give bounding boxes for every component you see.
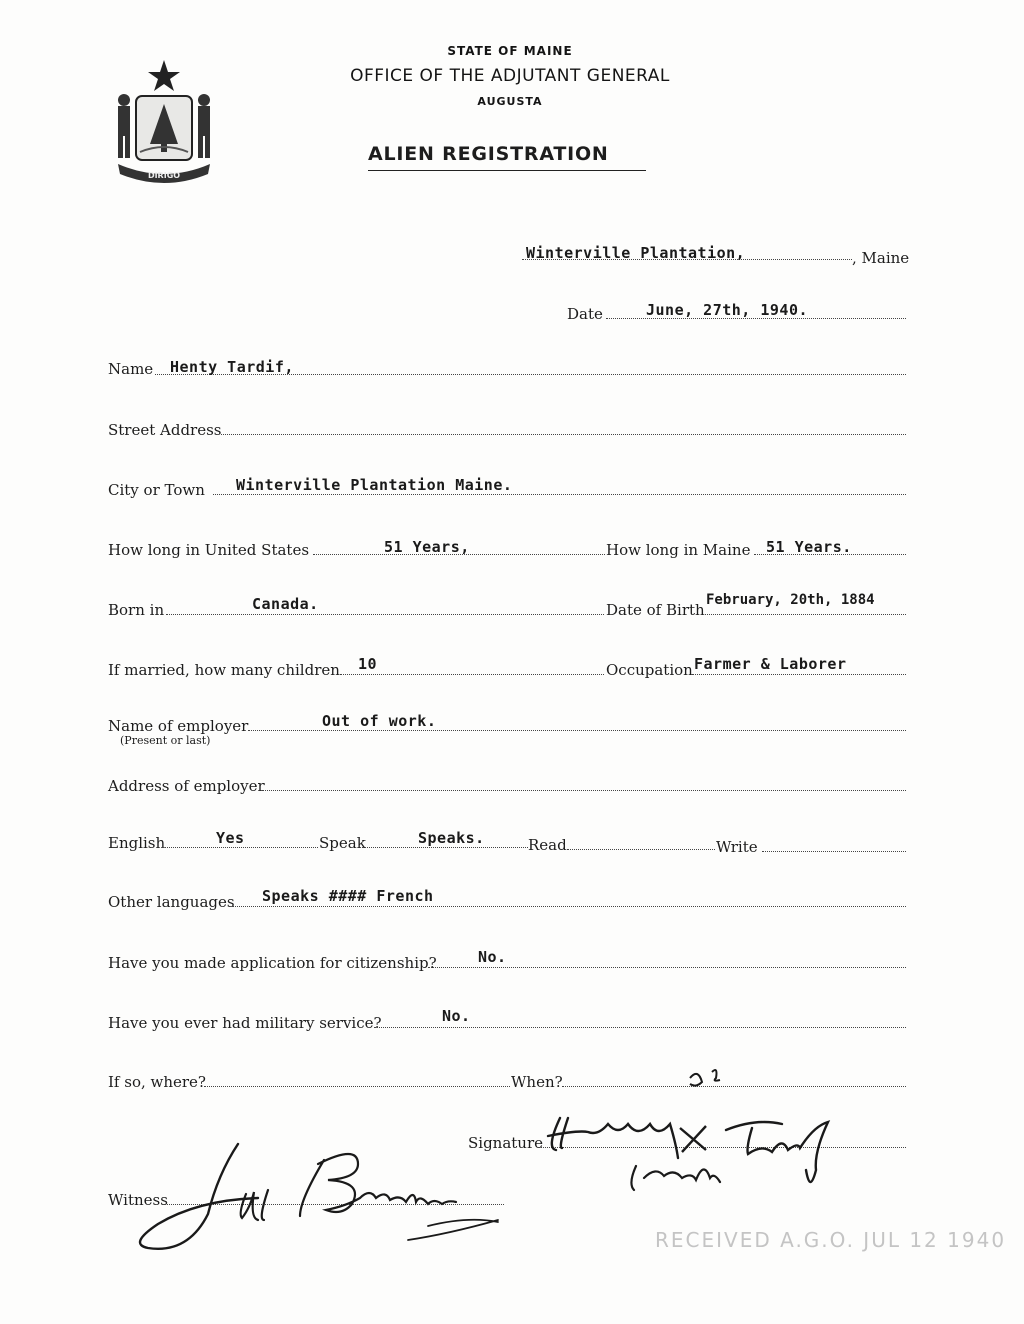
name-label: Name	[108, 360, 154, 378]
seal-motto: DIRIGO	[147, 171, 181, 180]
read-line	[567, 849, 715, 850]
when-label: When?	[511, 1073, 563, 1091]
other-languages-line	[232, 906, 906, 907]
how-long-maine-label: How long in Maine	[606, 541, 751, 559]
where-label: If so, where?	[108, 1073, 206, 1091]
born-in-line	[166, 614, 604, 615]
how-long-us-label: How long in United States	[108, 541, 310, 559]
children-line	[340, 674, 604, 675]
applicant-signature-image	[540, 1058, 860, 1198]
city-line	[213, 494, 906, 495]
employer-value[interactable]: Out of work.	[322, 712, 437, 730]
speak-label: Speak	[319, 834, 366, 852]
occupation-line	[692, 674, 906, 675]
date-of-birth-label: Date of Birth	[606, 601, 705, 619]
date-of-birth-line	[705, 614, 906, 615]
children-value[interactable]: 10	[358, 655, 378, 673]
place-value[interactable]: Winterville Plantation,	[526, 244, 746, 262]
english-label: English	[108, 834, 166, 852]
read-label: Read	[528, 836, 567, 854]
witness-signature-image	[128, 1130, 528, 1260]
occupation-label: Occupation	[606, 661, 693, 679]
street-address-line	[221, 434, 906, 435]
header-state: STATE OF MAINE	[447, 44, 573, 58]
state-seal-image	[108, 56, 220, 184]
write-label: Write	[716, 838, 758, 856]
english-line	[162, 847, 318, 848]
military-label: Have you ever had military service?	[108, 1014, 382, 1032]
date-value[interactable]: June, 27th, 1940.	[646, 301, 809, 319]
date-label: Date	[567, 305, 603, 323]
employer-address-line	[262, 790, 906, 791]
other-languages-value[interactable]: Speaks #### French	[262, 887, 434, 905]
born-in-label: Born in	[108, 601, 165, 619]
city-label: City or Town	[108, 481, 205, 499]
citizenship-line	[428, 967, 906, 968]
date-of-birth-value[interactable]: February, 20th, 1884	[706, 592, 875, 608]
citizenship-value[interactable]: No.	[478, 948, 507, 966]
how-long-maine-value[interactable]: 51 Years.	[766, 538, 852, 556]
header-city: AUGUSTA	[477, 95, 543, 108]
other-languages-label: Other languages	[108, 893, 235, 911]
form-title: ALIEN REGISTRATION	[368, 143, 609, 165]
how-long-us-value[interactable]: 51 Years,	[384, 538, 470, 556]
military-value[interactable]: No.	[442, 1007, 471, 1025]
header-office: OFFICE OF THE ADJUTANT GENERAL	[350, 66, 670, 86]
children-label: If married, how many children	[108, 661, 340, 679]
occupation-value[interactable]: Farmer & Laborer	[694, 655, 847, 673]
where-line	[204, 1086, 510, 1087]
write-line	[762, 851, 906, 852]
street-address-label: Street Address	[108, 421, 222, 439]
title-underline	[368, 170, 646, 171]
witness-label: Witness	[108, 1191, 168, 1209]
signature-label: Signature	[468, 1134, 544, 1152]
citizenship-label: Have you made application for citizenship?	[108, 954, 437, 972]
received-stamp: RECEIVED A.G.O. JUL 12 1940	[655, 1228, 1007, 1252]
english-value[interactable]: Yes	[216, 829, 245, 847]
employer-sublabel: (Present or last)	[120, 734, 211, 747]
born-in-value[interactable]: Canada.	[252, 595, 319, 613]
city-value[interactable]: Winterville Plantation Maine.	[236, 476, 513, 494]
employer-address-label: Address of employer	[108, 777, 265, 795]
employer-line	[248, 730, 906, 731]
speak-line	[362, 847, 528, 848]
name-value[interactable]: Henty Tardif,	[170, 358, 294, 376]
employer-label: Name of employer	[108, 717, 249, 735]
maine-label: , Maine	[852, 249, 910, 267]
military-line	[374, 1027, 906, 1028]
speak-value[interactable]: Speaks.	[418, 829, 485, 847]
